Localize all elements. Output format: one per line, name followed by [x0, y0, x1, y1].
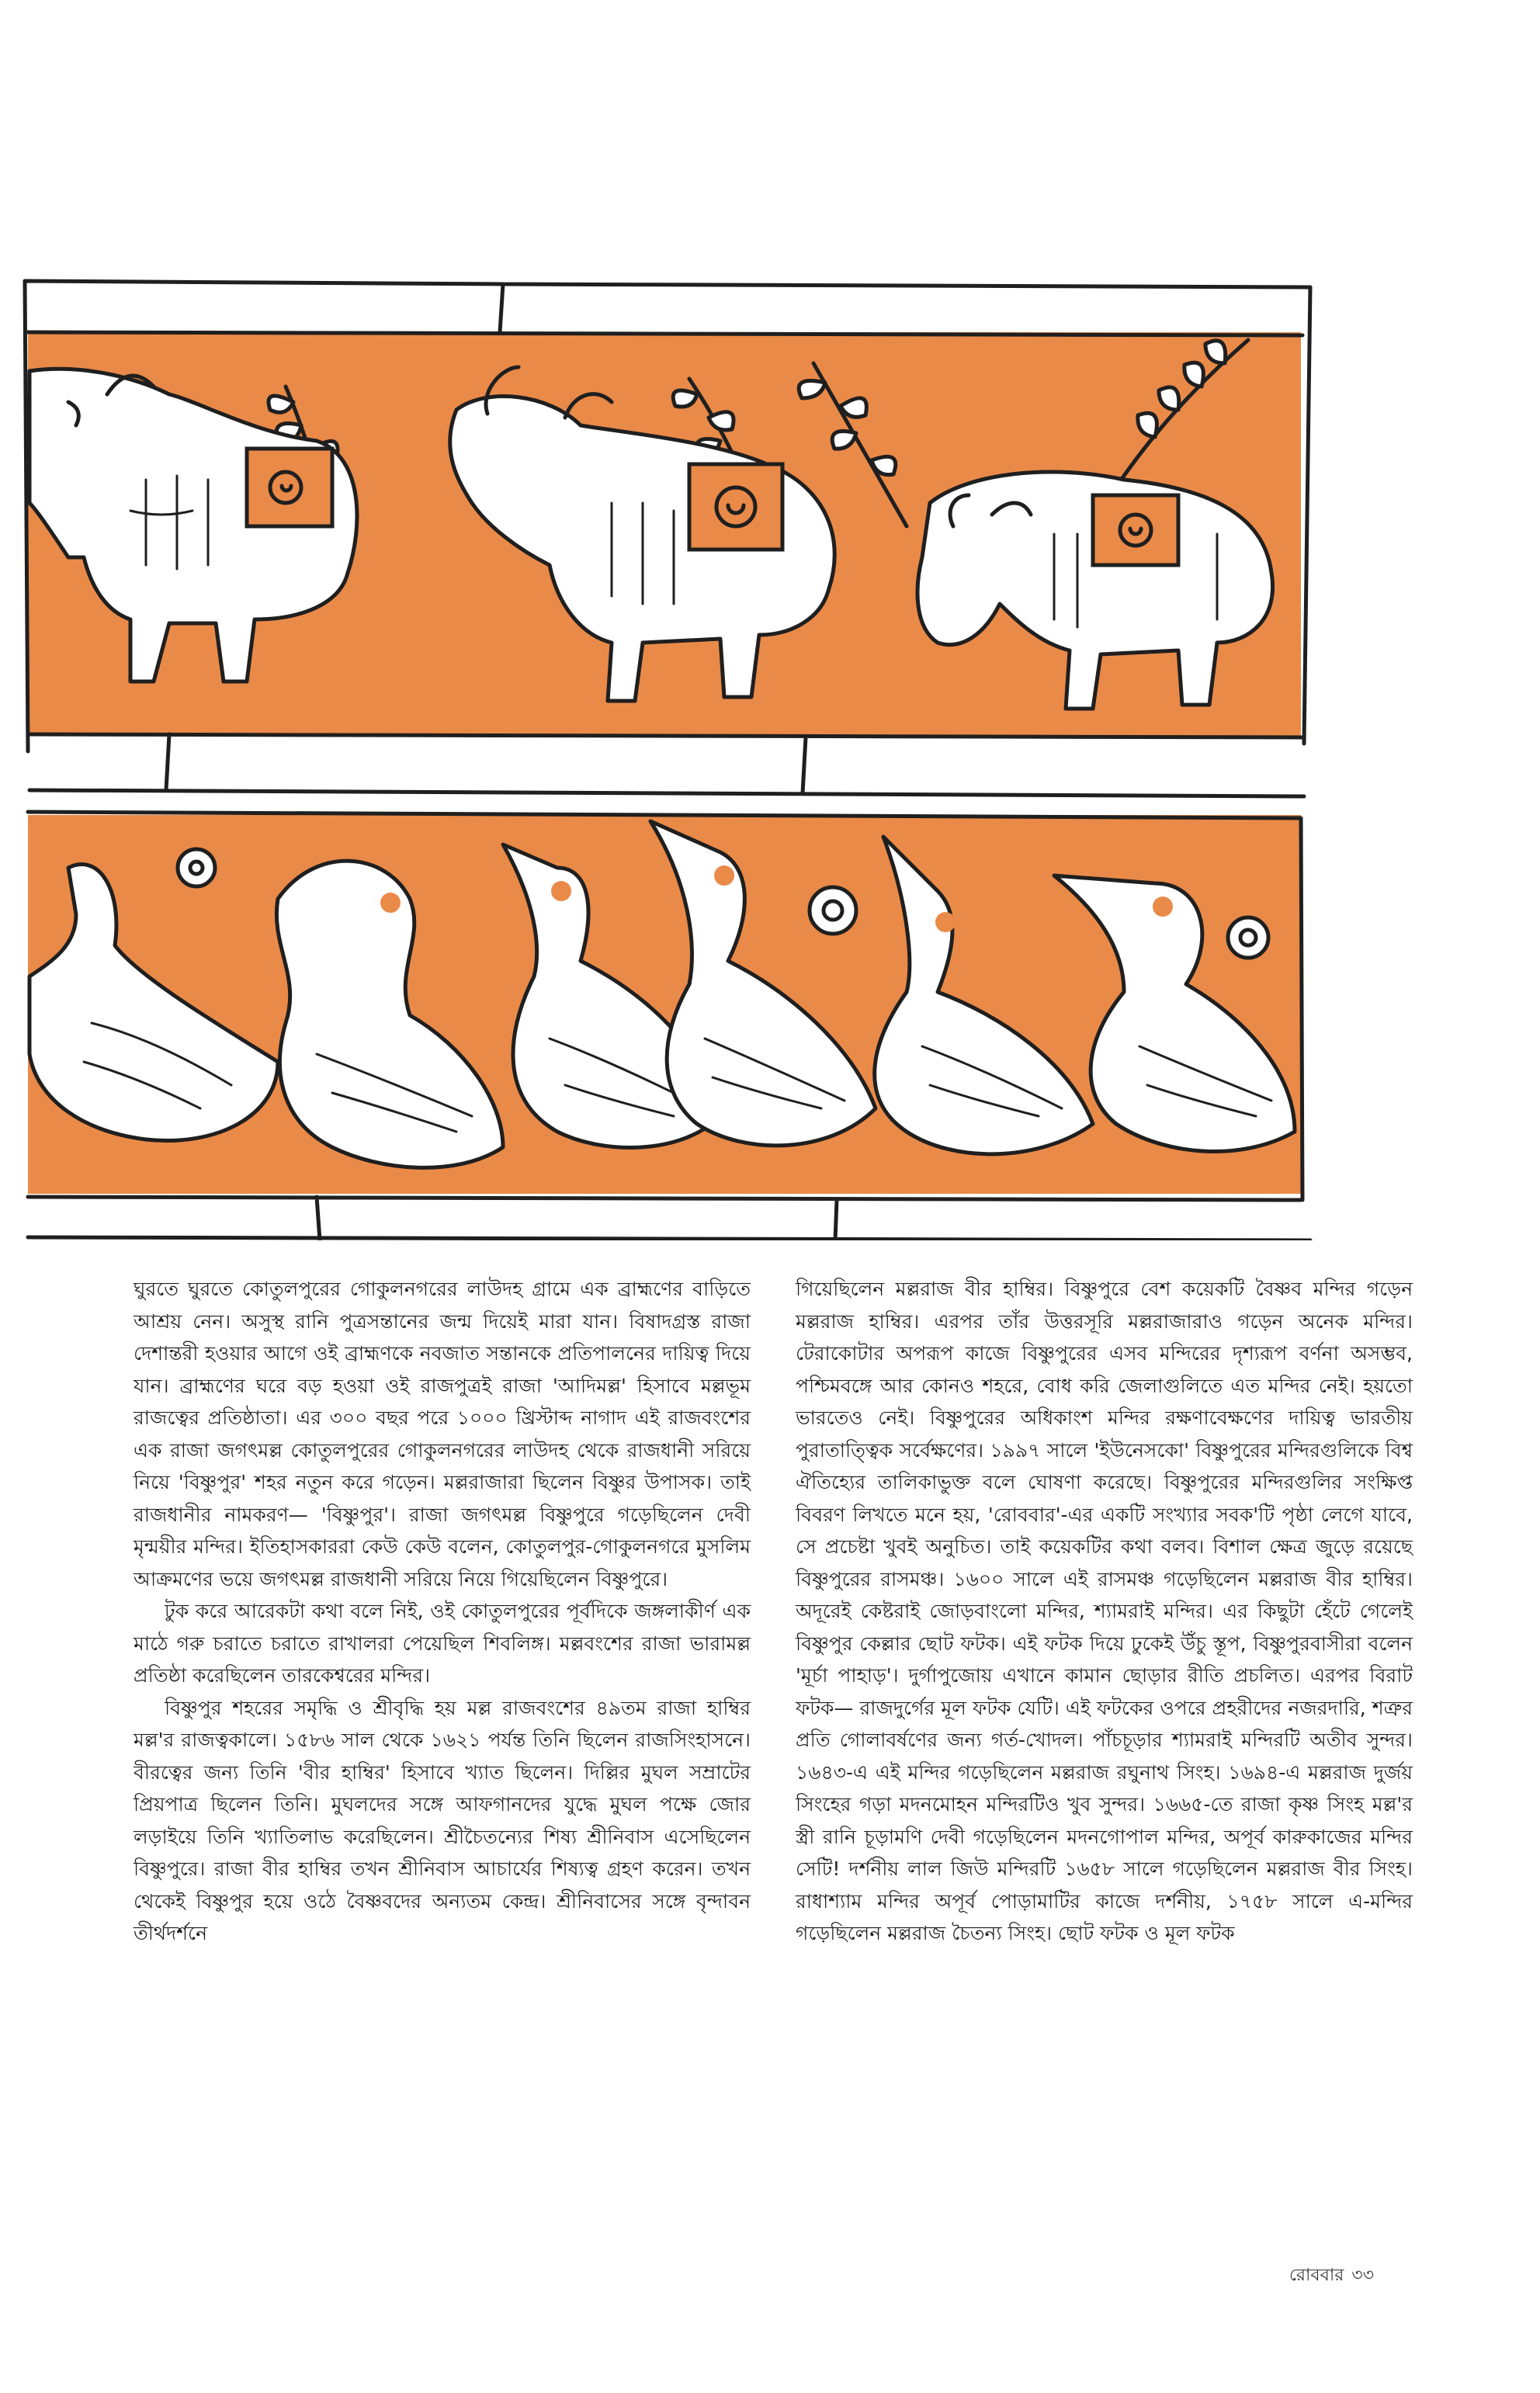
page-number: ৩৩	[1351, 2266, 1374, 2285]
article-paragraph: টুক করে আরেকটা কথা বলে নিই, ওই কোতুলপুরের পূর্বদিকে জঙ্গলাকীর্ণ এক মাঠে গরু চরাতে চরাতে রাখালরা পেয়েছিল শিবলিঙ্গ। মল্লবংশের রাজা ভারামল্ল প্রতিষ্ঠা করেছিলেন তারকেশ্বরের মন্দির।	[134, 1600, 751, 1687]
article-column-right	[796, 1273, 1413, 1950]
page-footer	[1257, 2262, 1374, 2291]
terracotta-frieze-illustration	[22, 278, 1341, 1240]
bottom-frieze-panel	[28, 812, 1310, 1240]
rosette-flower-icon	[178, 849, 215, 886]
article-paragraph: বিষ্ণুপুর শহরের সমৃদ্ধি ও শ্রীবৃদ্ধি হয় মল্ল রাজবংশের ৪৯তম রাজা হাম্বির মল্ল'র রাজত্বকালে। ১৫৮৬ সাল থেকে ১৬২১ পর্যন্ত তিনি ছিলেন রাজসিংহাসনে। বীরত্বের জন্য তিনি 'বীর হাম্বির' হিসাবে খ্যাত ছিলেন। দিল্লির মুঘল সম্রাটের প্রিয়পাত্র ছিলেন তিনি। মুঘলদের সঙ্গে আফগানদের যুদ্ধে মুঘল পক্ষে জোর লড়াইয়ে তিনি খ্যাতিলাভ করেছিলেন। শ্রীচৈতন্যের শিষ্য শ্রীনিবাস এসেছিলেন বিষ্ণুপুরে। রাজা বীর হাম্বির তখন শ্রীনিবাস আচার্যের শিষ্যত্ব গ্রহণ করেন। তখন থেকেই বিষ্ণুপুর হয়ে ওঠে বৈষ্ণবদের অন্যতম কেন্দ্র। শ্রীনিবাসের সঙ্গে বৃন্দাবন তীর্থদর্শনে	[134, 1696, 751, 1944]
article-paragraph: ঘুরতে ঘুরতে কোতুলপুরের গোকুলনগরের লাউদহ গ্রামে এক ব্রাহ্মণের বাড়িতে আশ্রয় নেন। অসুস্থ রানি পুত্রসন্তানের জন্ম দিয়েই মারা যান। বিষাদগ্রস্ত রাজা দেশান্তরী হওয়ার আগে ওই ব্রাহ্মণকে নবজাত সন্তানকে প্রতিপালনের দায়িত্ব দিয়ে যান। ব্রাহ্মণের ঘরে বড় হওয়া ওই রাজপুত্রই রাজা 'আদিমল্ল' হিসাবে মল্লভূম রাজত্বের প্রতিষ্ঠাতা। এর ৩০০ বছর পরে ১০০০ খ্রিস্টাব্দ নাগাদ এই রাজবংশের এক রাজা জগৎমল্ল কোতুলপুরের গোকুলনগরের লাউদহ থেকে রাজধানী সরিয়ে নিয়ে 'বিষ্ণুপুর' শহর নতুন করে গড়েন। মল্লরাজারা ছিলেন বিষ্ণুর উপাসক। তাই রাজধানীর নামকরণ— 'বিষ্ণুপুর'। রাজা জগৎমল্ল বিষ্ণুপুরে গড়েছিলেন দেবী মৃন্ময়ীর মন্দির। ইতিহাসকাররা কেউ কেউ বলেন, কোতুলপুর-গোকুলনগরে মুসলিম আক্রমণের ভয়ে জগৎমল্ল রাজধানী সরিয়ে নিয়ে গিয়েছিলেন বিষ্ণুপুরে।	[134, 1278, 751, 1590]
top-frieze-panel	[25, 281, 1310, 796]
magazine-name: রোববার	[1289, 2266, 1344, 2285]
article-paragraph: গিয়েছিলেন মল্লরাজ বীর হাম্বির। বিষ্ণুপুরে বেশ কয়েকটি বৈষ্ণব মন্দির গড়েন মল্লরাজ হাম্বির। এরপর তাঁর উত্তরসূরি মল্লরাজারাও গড়েন অনেক মন্দির। টেরাকোটার অপরূপ কাজে বিষ্ণুপুরের এসব মন্দিরের দৃশ্যরূপ বর্ণনা অসম্ভব, পশ্চিমবঙ্গে আর কোনও শহরে, বোধ করি জেলাগুলিতে এত মন্দির নেই। হয়তো ভারতেও নেই। বিষ্ণুপুরের অধিকাংশ মন্দির রক্ষণাবেক্ষণের দায়িত্ব ভারতীয় পুরাতাত্ত্বিক সর্বেক্ষণের। ১৯৯৭ সালে 'ইউনেসকো' বিষ্ণুপুরের মন্দিরগুলিকে বিশ্ব ঐতিহ্যের তালিকাভুক্ত বলে ঘোষণা করেছে। বিষ্ণুপুরের মন্দিরগুলির সংক্ষিপ্ত বিবরণ লিখতে মনে হয়, 'রোববার'-এর একটি সংখ্যার সবক'টি পৃষ্ঠা লেগে যাবে, সে প্রচেষ্টা খুবই অনুচিত। তাই কয়েকটির কথা বলব। বিশাল ক্ষেত্র জুড়ে রয়েছে বিষ্ণুপুরের রাসমঞ্চ। ১৬০০ সালে এই রাসমঞ্চ গড়েছিলেন মল্লরাজ বীর হাম্বির। অদূরেই কেষ্টরাই জোড়বাংলো মন্দির, শ্যামরাই মন্দির। এর কিছুটা হেঁটে গেলেই বিষ্ণুপুর কেল্লার ছোট ফটক। এই ফটক দিয়ে ঢুকেই উঁচু স্তূপ, বিষ্ণুপুরবাসীরা বলেন 'মূর্চা পাহাড়'। দুর্গাপুজোয় এখানে কামান ছোড়ার রীতি প্রচলিত। এরপর বিরাট ফটক— রাজদুর্গের মূল ফটক যেটি। এই ফটকের ওপরে প্রহরীদের নজরদারি, শত্রুর প্রতি গোলাবর্ষণের জন্য গর্ত-খোদল। পাঁচচূড়ার শ্যামরাই মন্দিরটি অতীব সুন্দর। ১৬৪৩-এ এই মন্দির গড়েছিলেন মল্লরাজ রঘুনাথ সিংহ। ১৬৯৪-এ মল্লরাজ দুর্জয় সিংহের গড়া মদনমোহন মন্দিরটিও খুব সুন্দর। ১৬৬৫-তে রাজা কৃষ্ণ সিংহ মল্ল'র স্ত্রী রানি চূড়ামণি দেবী গড়েছিলেন মদনগোপাল মন্দির, অপূর্ব কারুকাজের মন্দির সেটি! দর্শনীয় লাল জিউ মন্দিরটি ১৬৫৮ সালে গড়েছিলেন মল্লরাজ বীর সিংহ। রাধাশ্যাম মন্দির অপূর্ব পোড়ামাটির কাজে দর্শনীয়, ১৭৫৮ সালে এ-মন্দির গড়েছিলেন মল্লরাজ চৈতন্য সিংহ। ছোট ফটক ও মূল ফটক	[796, 1278, 1413, 1944]
article-column-left	[134, 1273, 751, 1950]
rosette-flower-icon	[1228, 917, 1268, 958]
rosette-flower-icon	[810, 887, 856, 934]
